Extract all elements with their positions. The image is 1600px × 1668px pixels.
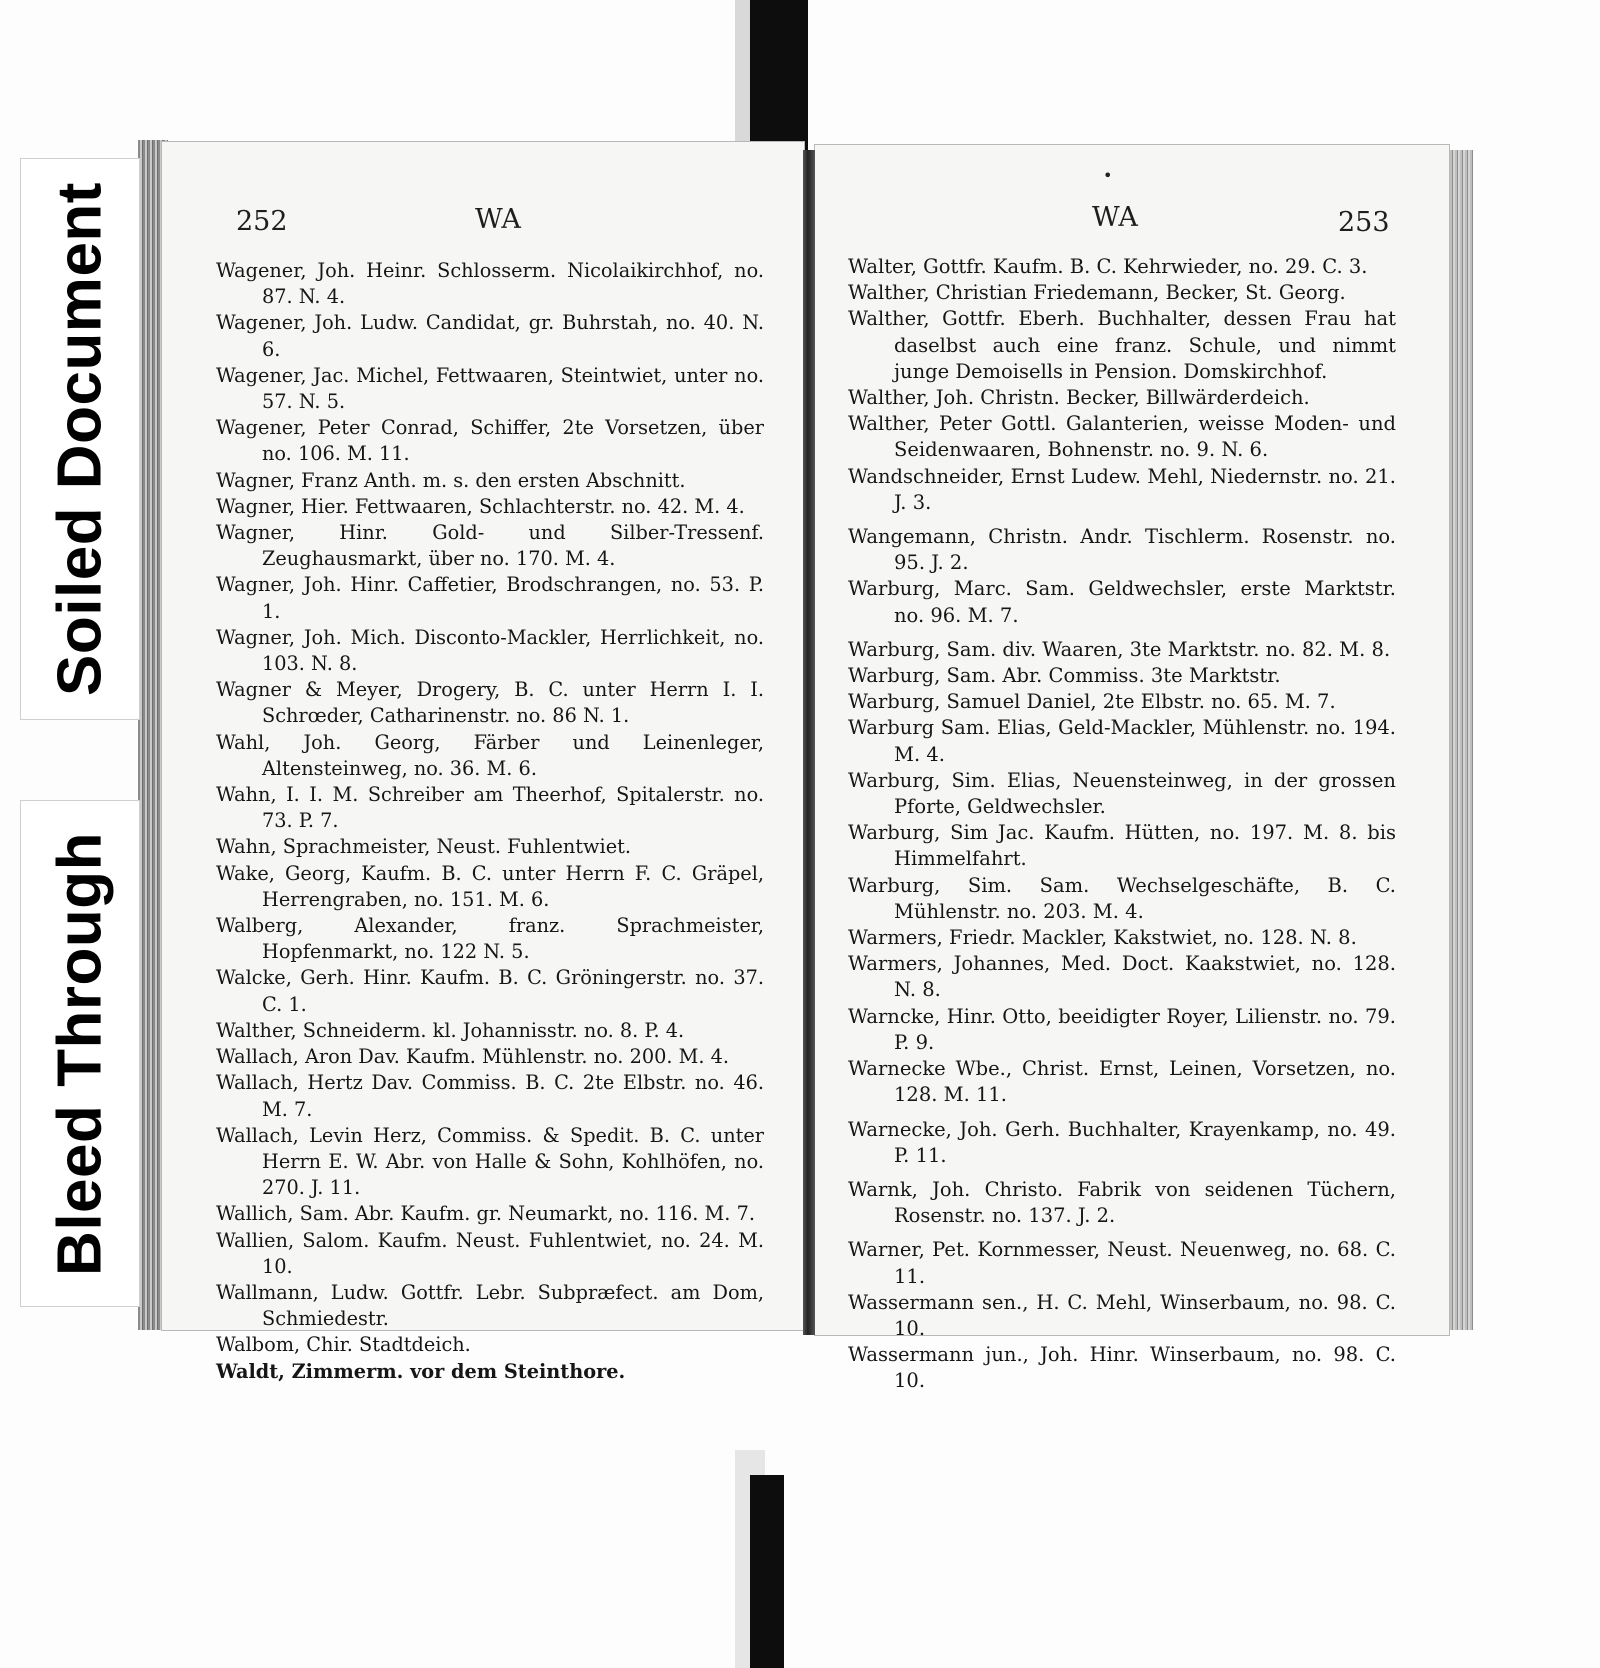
list-item: Wagener, Joh. Ludw. Candidat, gr. Buhrstah, no. 40. N. 6. bbox=[216, 311, 764, 361]
right-page-entries bbox=[848, 254, 1396, 1395]
list-item: Wallach, Levin Herz, Commiss. & Spedit. B. C. unter Herrn E. W. Abr. von Halle & Sohn, Kohlhöfen, no. 270. J. 11. bbox=[216, 1123, 764, 1200]
right-page-edges bbox=[1445, 150, 1473, 1330]
list-item: Wassermann sen., H. C. Mehl, Winserbaum, no. 98. C. 10. bbox=[848, 1290, 1396, 1340]
list-item: Warburg, Sam. Abr. Commiss. 3te Marktstr. bbox=[848, 664, 1281, 688]
list-item: Warburg Sam. Elias, Geld-Mackler, Mühlenstr. no. 194. M. 4. bbox=[848, 716, 1396, 766]
list-item: Walberg, Alexander, franz. Sprachmeister, Hopfenmarkt, no. 122 N. 5. bbox=[216, 914, 764, 964]
right-page-number: 253 bbox=[1338, 207, 1390, 238]
list-item: Wallmann, Ludw. Gottfr. Lebr. Subpræfect. am Dom, Schmiedestr. bbox=[216, 1280, 764, 1331]
list-item: Warnecke, Joh. Gerh. Buchhalter, Krayenkamp, no. 49. P. 11. bbox=[848, 1117, 1396, 1167]
ink-spot: • bbox=[1103, 166, 1113, 185]
list-item: Wallien, Salom. Kaufm. Neust. Fuhlentwiet, no. 24. M. 10. bbox=[216, 1228, 764, 1278]
list-item: Warburg, Marc. Sam. Geldwechsler, erste Marktstr. no. 96. M. 7. bbox=[848, 577, 1396, 627]
list-item: Warncke, Hinr. Otto, beeidigter Royer, Lilienstr. no. 79. P. 9. bbox=[848, 1004, 1396, 1054]
list-item: Wahn, Sprachmeister, Neust. Fuhlentwiet. bbox=[216, 835, 631, 859]
binding-clip-bottom bbox=[750, 1475, 784, 1668]
list-item: Warmers, Johannes, Med. Doct. Kaakstwiet, no. 128. N. 8. bbox=[848, 952, 1396, 1002]
list-item: Walther, Peter Gottl. Galanterien, weisse Moden- und Seidenwaaren, Bohnenstr. no. 9. N. 6. bbox=[848, 412, 1396, 462]
list-item: Warnk, Joh. Christo. Fabrik von seidenen Tüchern, Rosenstr. no. 137. J. 2. bbox=[848, 1177, 1396, 1228]
left-page-entries bbox=[216, 258, 764, 1385]
list-item: Wake, Georg, Kaufm. B. C. unter Herrn F. C. Gräpel, Herrengraben, no. 151. M. 6. bbox=[216, 861, 764, 911]
list-item: Wassermann jun., Joh. Hinr. Winserbaum, no. 98. C. 10. bbox=[848, 1343, 1396, 1393]
list-item: Wagner, Hinr. Gold- und Silber-Tressenf. Zeughausmarkt, über no. 170. M. 4. bbox=[216, 521, 764, 571]
book-gutter bbox=[803, 150, 815, 1335]
list-item: Warburg, Samuel Daniel, 2te Elbstr. no. 65. M. 7. bbox=[848, 690, 1336, 714]
list-item: Wallich, Sam. Abr. Kaufm. gr. Neumarkt, no. 116. M. 7. bbox=[216, 1202, 755, 1226]
list-item: Wagener, Joh. Heinr. Schlosserm. Nicolaikirchhof, no. 87. N. 4. bbox=[216, 259, 764, 309]
list-item: Wagener, Jac. Michel, Fettwaaren, Steintwiet, unter no. 57. N. 5. bbox=[216, 363, 764, 414]
left-page-header: WA bbox=[475, 204, 521, 235]
right-page-header: WA bbox=[1092, 202, 1138, 233]
list-item: Wallach, Hertz Dav. Commiss. B. C. 2te Elbstr. no. 46. M. 7. bbox=[216, 1071, 764, 1121]
list-item: Wangemann, Christn. Andr. Tischlerm. Rosenstr. no. 95. J. 2. bbox=[848, 525, 1396, 575]
list-item: Waldt, Zimmerm. vor dem Steinthore. bbox=[216, 1359, 626, 1383]
list-item: Walbom, Chir. Stadtdeich. bbox=[216, 1333, 471, 1357]
list-item: Walther, Christian Friedemann, Becker, St. Georg. bbox=[848, 281, 1346, 305]
list-item: Wahn, I. I. M. Schreiber am Theerhof, Spitalerstr. no. 73. P. 7. bbox=[216, 783, 764, 833]
left-page-number: 252 bbox=[236, 206, 288, 237]
list-item: Wagner, Franz Anth. m. s. den ersten Abschnitt. bbox=[216, 468, 686, 492]
list-item: Walther, Joh. Christn. Becker, Billwärderdeich. bbox=[848, 386, 1310, 410]
list-item: Warner, Pet. Kornmesser, Neust. Neuenweg, no. 68. C. 11. bbox=[848, 1238, 1396, 1288]
list-item: Warburg, Sim. Sam. Wechselgeschäfte, B. C. Mühlenstr. no. 203. M. 4. bbox=[848, 873, 1396, 923]
soiled-document-text: Soiled Document bbox=[45, 182, 115, 696]
list-item: Wagner, Hier. Fettwaaren, Schlachterstr. no. 42. M. 4. bbox=[216, 494, 745, 518]
binding-clip-top bbox=[750, 0, 808, 150]
list-item: Warburg, Sam. div. Waaren, 3te Marktstr. no. 82. M. 8. bbox=[848, 637, 1391, 661]
list-item: Wandschneider, Ernst Ludew. Mehl, Niedernstr. no. 21. J. 3. bbox=[848, 464, 1396, 514]
list-item: Walcke, Gerh. Hinr. Kaufm. B. C. Gröningerstr. no. 37. C. 1. bbox=[216, 966, 764, 1016]
list-item: Wagner & Meyer, Drogery, B. C. unter Herrn I. I. Schrœder, Catharinenstr. no. 86 N. 1. bbox=[216, 678, 764, 728]
list-item: Wagner, Joh. Mich. Disconto-Mackler, Herrlichkeit, no. 103. N. 8. bbox=[216, 625, 764, 676]
list-item: Warnecke Wbe., Christ. Ernst, Leinen, Vorsetzen, no. 128. M. 11. bbox=[848, 1057, 1396, 1107]
list-item: Wagener, Peter Conrad, Schiffer, 2te Vorsetzen, über no. 106. M. 11. bbox=[216, 416, 764, 466]
list-item: Wagner, Joh. Hinr. Caffetier, Brodschrangen, no. 53. P. 1. bbox=[216, 573, 764, 623]
list-item: Warburg, Sim. Elias, Neuensteinweg, in der grossen Pforte, Geldwechsler. bbox=[848, 768, 1396, 819]
list-item: Wallach, Aron Dav. Kaufm. Mühlenstr. no. 200. M. 4. bbox=[216, 1045, 730, 1069]
list-item: Walther, Gottfr. Eberh. Buchhalter, dessen Frau hat daselbst auch eine franz. Schule, und nimmt junge Demoisells in Pension. Domskirchhof. bbox=[848, 307, 1396, 383]
list-item: Warburg, Sim Jac. Kaufm. Hütten, no. 197. M. 8. bis Himmelfahrt. bbox=[848, 821, 1396, 871]
list-item: Wahl, Joh. Georg, Färber und Leinenleger, Altensteinweg, no. 36. M. 6. bbox=[216, 730, 764, 780]
list-item: Walther, Schneiderm. kl. Johannisstr. no. 8. P. 4. bbox=[216, 1018, 685, 1042]
list-item: Walter, Gottfr. Kaufm. B. C. Kehrwieder, no. 29. C. 3. bbox=[848, 255, 1368, 278]
bleed-through-label bbox=[20, 800, 140, 1307]
soiled-document-label bbox=[20, 158, 140, 720]
list-item: Warmers, Friedr. Mackler, Kakstwiet, no. 128. N. 8. bbox=[848, 926, 1357, 950]
bleed-through-text: Bleed Through bbox=[45, 831, 115, 1276]
